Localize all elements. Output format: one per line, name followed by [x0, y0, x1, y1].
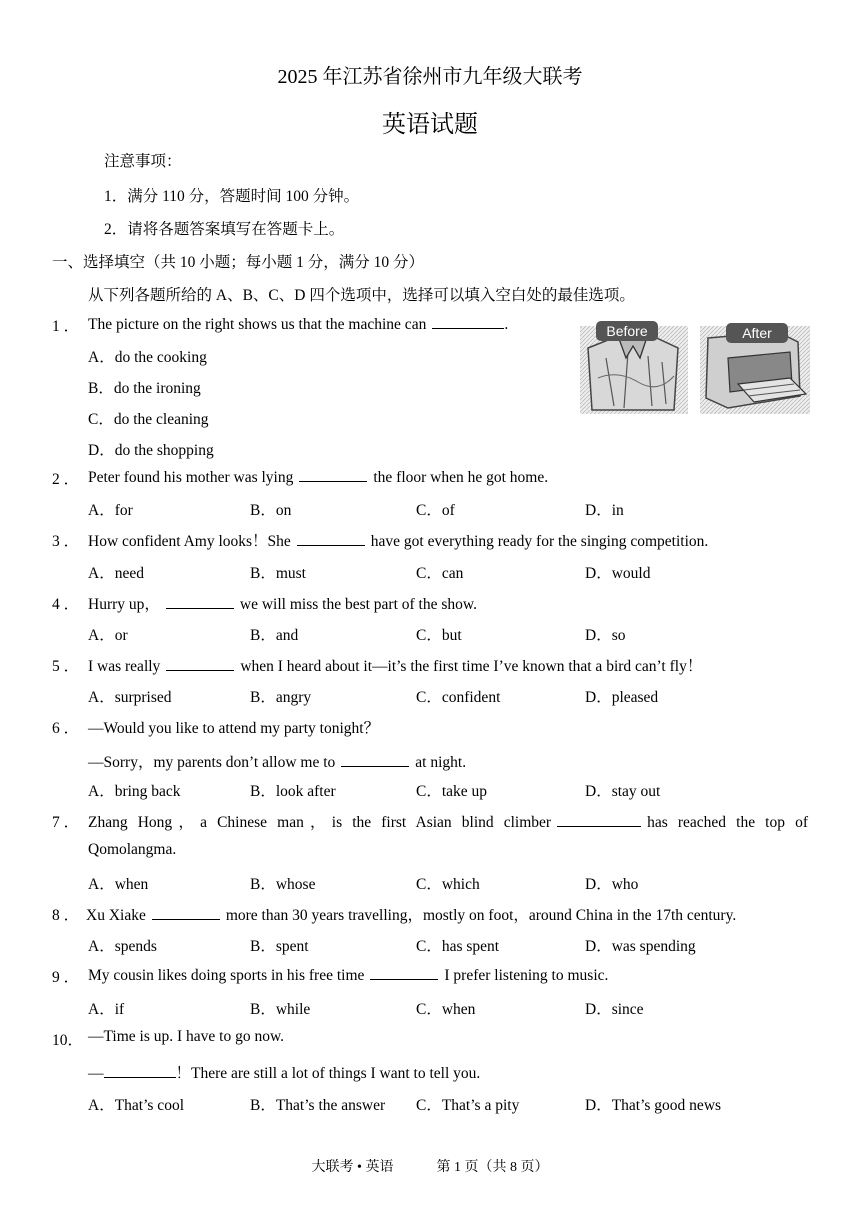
question-number: 8 ．: [52, 907, 80, 924]
option-a: A．if: [88, 1001, 125, 1018]
stem-text: —Sorry，my parents don’t allow me to: [88, 754, 336, 771]
question-stem-line2: [88, 750, 466, 772]
question-stem: [88, 810, 808, 832]
stem-text: I prefer listening to music.: [444, 967, 609, 984]
stem-text: .: [504, 316, 509, 333]
footer-exam-label: 大联考 • 英语: [311, 1160, 394, 1175]
question-number: 1 ．: [52, 318, 80, 335]
option-a: A．when: [88, 876, 149, 893]
question-stem: [88, 529, 708, 551]
question-number: 7 ．: [52, 814, 80, 831]
option-b: B．do the ironing: [88, 380, 201, 397]
option-b: B．must: [250, 565, 306, 582]
answer-blank: [557, 812, 641, 827]
option-d: D．That’s good news: [585, 1097, 722, 1114]
option-c: C．do the cleaning: [88, 411, 209, 428]
section-instruction: 从下列各题所给的 A、B、C、D 四个选项中，选择可以填入空白处的最佳选项。: [88, 287, 635, 304]
question-stem: [86, 903, 736, 925]
answer-blank: [104, 1063, 176, 1078]
stem-text: Zhang Hong，a Chinese man，is the first Asian blind climber: [88, 814, 552, 831]
answer-blank: [166, 594, 234, 609]
option-b: B．on: [250, 502, 292, 519]
answer-blank: [297, 531, 365, 546]
option-b: B．whose: [250, 876, 316, 893]
before-after-picture: [578, 318, 813, 418]
question-stem: —Time is up. I have to go now.: [88, 1028, 285, 1045]
option-b: B．look after: [250, 783, 336, 800]
question-stem: [88, 314, 508, 334]
option-c: C．take up: [416, 783, 488, 800]
stem-text: How confident Amy looks！She: [88, 533, 291, 550]
option-d: D．do the shopping: [88, 442, 214, 459]
stem-text: Peter found his mother was lying: [88, 469, 294, 486]
option-b: B．That’s the answer: [250, 1097, 386, 1114]
question-stem-line2: Qomolangma.: [88, 841, 177, 858]
answer-blank: [370, 965, 438, 980]
question-number: 5 ．: [52, 658, 80, 675]
stem-text: have got everything ready for the singing competition.: [370, 533, 709, 550]
page-footer: [0, 1156, 860, 1176]
option-c: C．has spent: [416, 938, 500, 955]
notes-heading: 注意事项：: [104, 153, 182, 170]
option-a: A．do the cooking: [88, 349, 207, 366]
question-number: 9 ．: [52, 969, 80, 986]
stem-text: has reached the top of: [647, 814, 808, 831]
question-number: 4 ．: [52, 596, 80, 613]
stem-text: My cousin likes doing sports in his free time: [88, 967, 365, 984]
option-c: C．confident: [416, 689, 501, 706]
option-d: D．stay out: [585, 783, 661, 800]
stem-text: Xu Xiake: [86, 907, 146, 924]
subject-title: 英语试题: [382, 112, 478, 138]
option-b: B．while: [250, 1001, 311, 1018]
question-stem: —Would you like to attend my party tonight？: [88, 720, 380, 737]
question-number: 6 ．: [52, 720, 80, 737]
option-c: C．can: [416, 565, 464, 582]
option-d: D．pleased: [585, 689, 659, 706]
answer-blank: [432, 314, 504, 329]
stem-text: when I heard about it—it’s the first time I’ve known that a bird can’t fly！: [240, 658, 703, 675]
stem-text: ！There are still a lot of things I want to tell you.: [175, 1065, 481, 1082]
stem-text: Hurry up，: [88, 596, 160, 613]
option-a: A．for: [88, 502, 133, 519]
option-c: C．when: [416, 1001, 476, 1018]
question-number: 10．: [52, 1032, 84, 1049]
note-item: 2．请将各题答案填写在答题卡上。: [104, 221, 345, 238]
question-stem: [88, 467, 548, 487]
option-b: B．spent: [250, 938, 309, 955]
after-label: After: [742, 325, 772, 341]
question-stem-line2: [88, 1061, 480, 1083]
exam-title: 2025 年江苏省徐州市九年级大联考: [277, 66, 583, 88]
option-d: D．was spending: [585, 938, 696, 955]
option-d: D．so: [585, 627, 626, 644]
option-a: A．That’s cool: [88, 1097, 184, 1114]
question-stem: [88, 592, 477, 614]
option-a: A．spends: [88, 938, 157, 955]
option-a: A．or: [88, 627, 128, 644]
before-label: Before: [606, 323, 648, 339]
option-c: C．That’s a pity: [416, 1097, 520, 1114]
option-c: C．which: [416, 876, 480, 893]
note-item: 1．满分 110 分，答题时间 100 分钟。: [104, 188, 360, 205]
question-number: 3 ．: [52, 533, 80, 550]
option-a: A．bring back: [88, 783, 181, 800]
option-b: B．angry: [250, 689, 312, 706]
stem-text: I was really: [88, 658, 161, 675]
stem-text: —: [88, 1065, 104, 1082]
answer-blank: [341, 752, 409, 767]
option-c: C．but: [416, 627, 462, 644]
question-number: 2 ．: [52, 471, 80, 488]
stem-text: we will miss the best part of the show.: [239, 596, 477, 613]
stem-text: the floor when he got home.: [373, 469, 549, 486]
answer-blank: [299, 467, 367, 482]
question-stem: [88, 654, 702, 676]
stem-text: at night.: [415, 754, 467, 771]
answer-blank: [166, 656, 234, 671]
option-d: D．in: [585, 502, 624, 519]
option-d: D．since: [585, 1001, 644, 1018]
option-a: A．surprised: [88, 689, 172, 706]
option-d: D．would: [585, 565, 651, 582]
option-c: C．of: [416, 502, 455, 519]
stem-text: The picture on the right shows us that the machine can: [88, 316, 427, 333]
option-d: D．who: [585, 876, 639, 893]
answer-blank: [152, 905, 220, 920]
question-stem: [88, 965, 608, 985]
option-a: A．need: [88, 565, 144, 582]
stem-text: more than 30 years travelling，mostly on foot，around China in the 17th century.: [225, 907, 737, 924]
footer-page-number: 第 1 页（共 8 页）: [436, 1160, 549, 1175]
option-b: B．and: [250, 627, 299, 644]
section-heading: 一、选择填空（共 10 小题；每小题 1 分，满分 10 分）: [52, 254, 425, 271]
